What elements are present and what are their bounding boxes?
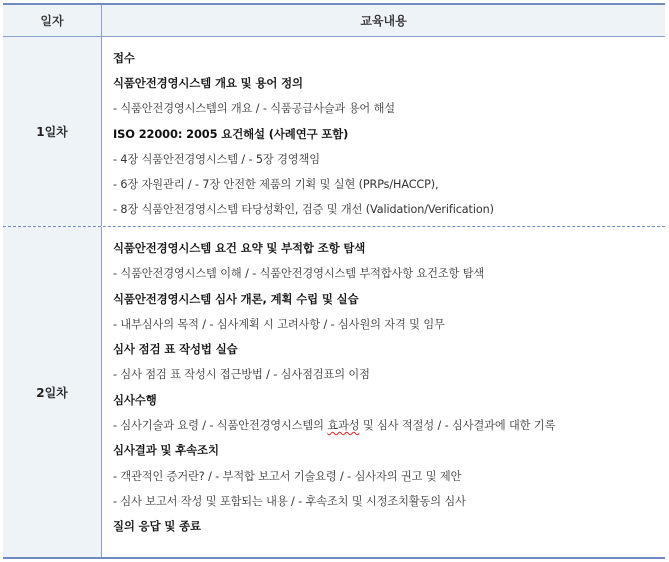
header-day: 일자 (3, 5, 102, 36)
topic-heading: 접수 (113, 51, 135, 65)
topic-heading: 심사수행 (113, 392, 157, 407)
table-row-day-2 (3, 227, 665, 557)
day-cell: 2일차 (3, 227, 102, 557)
topic-detail (113, 413, 665, 438)
content-cell (102, 227, 665, 557)
header-content: 교육내용 (360, 14, 407, 28)
topic-detail: - 객관적인 증거란? / - 부적합 보고서 기술요령 / - 심사자의 권고 및 제안 (113, 469, 462, 483)
detail-text-before: - 심사기술과 요령 / - 식품안전경영시스템의 (113, 419, 328, 433)
topic-heading: ISO 22000: 2005 요건해설 (사례연구 포함) (113, 126, 349, 141)
topic-detail: - 내부심사의 목적 / - 심사계획 시 고려사항 / - 심사원의 자격 및 임무 (113, 317, 445, 331)
topic-heading: 식품안전경영시스템 요건 요약 및 부적합 조항 탐색 (113, 241, 366, 255)
topic-detail: - 식품안전경영시스템 이해 / - 식품안전경영시스템 부적합사항 요건조항 탐색 (113, 267, 485, 281)
topic-detail: - 4장 식품안전경영시스템 / - 5장 경영책임 (113, 152, 320, 166)
topic-detail: - 6장 자원관리 / - 7장 안전한 제품의 기획 및 실현 (PRPs/HACCP), (113, 177, 439, 191)
day-cell: 1일차 (3, 37, 102, 226)
topic-heading: 질의 응답 및 종료 (113, 519, 201, 534)
topic-detail: - 심사 점검 표 작성시 접근방법 / - 심사점검표의 이점 (113, 368, 370, 382)
spellcheck-flagged-word: 효과성 (327, 419, 360, 433)
content-cell (102, 37, 665, 226)
detail-text-after: 및 심사 적절성 / - 심사결과에 대한 기록 (359, 419, 556, 433)
table-row-day-1 (3, 37, 665, 227)
topic-detail: - 8장 식품안전경영시스템 타당성확인, 검증 및 개선 (Validation/Verification) (113, 203, 494, 217)
topic-heading: 심사 점검 표 작성법 실습 (113, 342, 238, 357)
topic-heading: 심사결과 및 후속조치 (113, 443, 219, 458)
topic-heading: 식품안전경영시스템 개요 및 용어 정의 (113, 76, 303, 91)
topic-detail: - 식품안전경영시스템의 개요 / - 식품공급사슬과 용어 해설 (113, 102, 396, 116)
table-header-row (3, 5, 665, 37)
topic-detail: - 심사 보고서 작성 및 포함되는 내용 / - 후속조치 및 시정조치활동의 심사 (113, 494, 466, 508)
training-schedule-table (3, 3, 665, 559)
topic-heading: 식품안전경영시스템 심사 개론, 계획 수립 및 실습 (113, 291, 359, 306)
